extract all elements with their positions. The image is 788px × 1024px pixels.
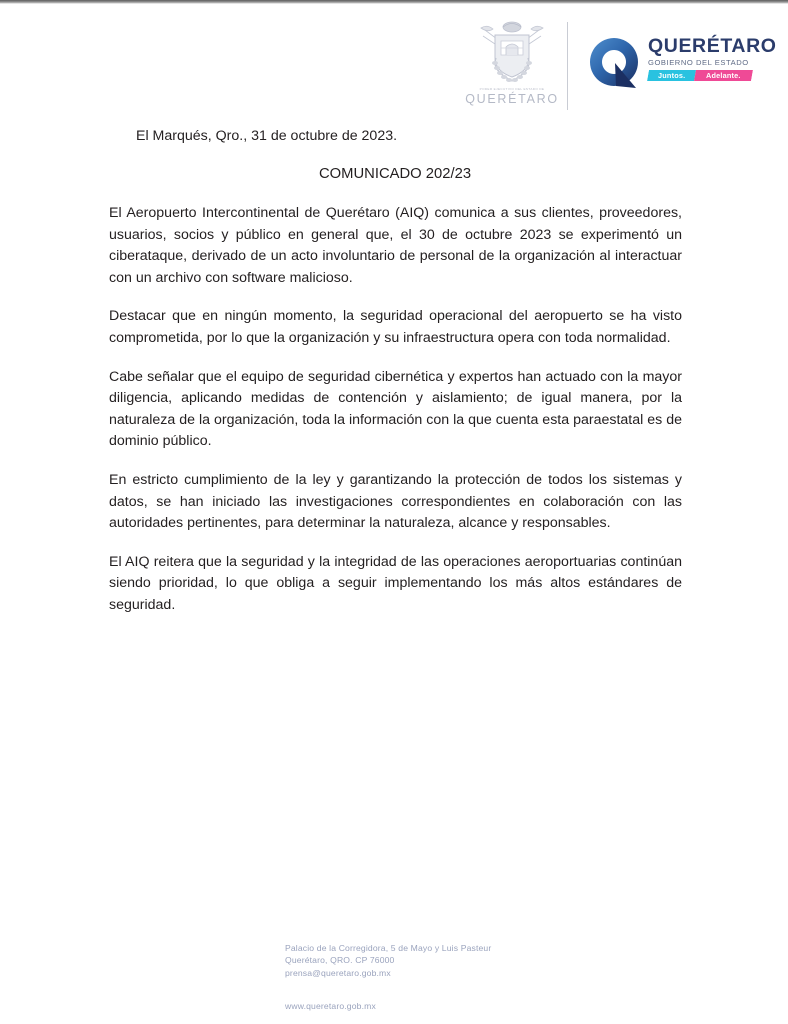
footer-website[interactable]: www.queretaro.gob.mx (285, 1001, 376, 1011)
government-logo-subtitle: GOBIERNO DEL ESTADO (648, 57, 749, 67)
government-logo-title: QUERÉTARO (648, 35, 777, 57)
document-date-line: El Marqués, Qro., 31 de octubre de 2023. (136, 128, 398, 144)
document-footer (285, 942, 615, 979)
government-logo (586, 34, 777, 96)
document-paragraphs (109, 203, 682, 634)
queretaro-coat-of-arms-icon (469, 18, 555, 86)
slogan-juntos-label: Juntos. (657, 71, 686, 81)
footer-email[interactable]: prensa@queretaro.gob.mx (285, 967, 391, 978)
slogan-adelante (694, 70, 753, 81)
coat-of-arms-caption: QUERÉTARO (465, 92, 559, 106)
header-vertical-divider (567, 22, 568, 110)
footer-address-line-2: Querétaro, QRO. CP 76000 (285, 955, 395, 966)
slogan-adelante-label: Adelante. (706, 71, 741, 81)
paragraph: En estricto cumplimiento de la ley y garantizando la protección de todos los sistemas y datos, se han iniciado las investigaciones correspondientes en colaboración con las autoridades pertinentes, para determinar la naturaleza, alcance y responsables. (109, 471, 682, 532)
paragraph: El Aeropuerto Intercontinental de Querétaro (AIQ) comunica a sus clientes, proveedores, usuarios, socios y público en general que, el 30 de octubre 2023 se experimentó un ciberataque, derivado de un acto involuntario de personal de la organización al interactuar con un archivo con software malicioso. (109, 205, 682, 286)
footer-address-line-1: Palacio de la Corregidora, 5 de Mayo y Luis Pasteur (285, 943, 492, 953)
screenshot-top-edge-strip (0, 0, 788, 4)
government-logo-text (648, 35, 777, 81)
slogan-juntos (647, 70, 696, 81)
document-header (0, 8, 788, 120)
document-title: COMUNICADO 202/23 (318, 166, 472, 182)
coat-of-arms-small-caption: PODER EJECUTIVO DEL ESTADO DE (479, 87, 545, 91)
government-logo-slogan-badge (647, 70, 753, 81)
coat-of-arms-block (462, 18, 562, 106)
paragraph: El AIQ reitera que la seguridad y la integridad de las operaciones aeroportuarias continúan siendo prioridad, lo que obliga a seguir implementando los más altos estándares de seguridad. (109, 553, 682, 613)
paragraph: Cabe señalar que el equipo de seguridad cibernética y expertos han actuado con la mayor diligencia, aplicando medidas de contención y aislamiento; de igual manera, por la naturaleza de la organización, toda la información con la que cuenta esta paraestatal es de dominio público. (109, 368, 682, 450)
paragraph: Destacar que en ningún momento, la seguridad operacional del aeropuerto se ha visto comprometida, por lo que la organización y su infraestructura opera con toda normalidad. (109, 308, 682, 346)
queretaro-q-logo-icon (586, 36, 642, 92)
